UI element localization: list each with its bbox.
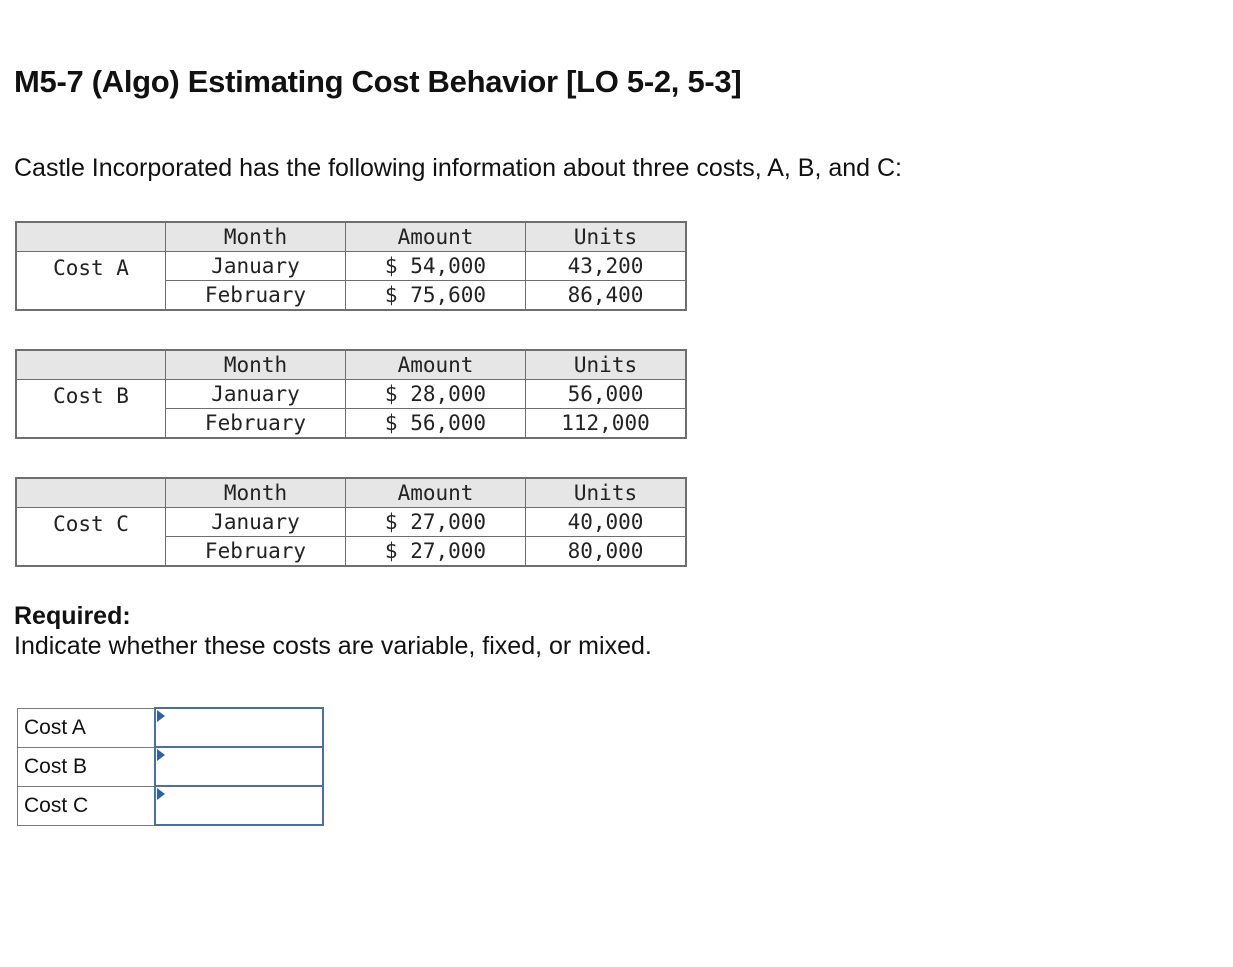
amount-cell: $ 56,000 <box>346 409 526 439</box>
header-month: Month <box>166 222 346 252</box>
month-cell: February <box>166 409 346 439</box>
header-units: Units <box>526 222 687 252</box>
amount-cell: $ 75,600 <box>346 281 526 311</box>
month-cell: January <box>166 252 346 281</box>
table-header-row <box>16 222 686 252</box>
header-amount: Amount <box>346 478 526 508</box>
amount-cell: $ 28,000 <box>346 380 526 409</box>
cost-b-dropdown[interactable] <box>155 747 323 786</box>
answer-label: Cost C <box>18 786 156 825</box>
cost-c-table <box>15 477 687 567</box>
page-title: M5-7 (Algo) Estimating Cost Behavior [LO 5-2, 5-3] <box>14 64 742 99</box>
units-cell: 86,400 <box>526 281 687 311</box>
cost-label: Cost B <box>16 380 166 439</box>
month-cell: February <box>166 537 346 567</box>
answer-row <box>18 786 324 825</box>
units-cell: 43,200 <box>526 252 687 281</box>
table-header-row <box>16 478 686 508</box>
answer-row <box>18 708 324 747</box>
header-amount: Amount <box>346 222 526 252</box>
header-units: Units <box>526 478 687 508</box>
header-units: Units <box>526 350 687 380</box>
dropdown-marker-icon <box>157 710 165 722</box>
dropdown-marker-icon <box>157 788 165 800</box>
table-header-row <box>16 350 686 380</box>
table-row <box>16 252 686 281</box>
table-row <box>16 508 686 537</box>
cost-a-dropdown[interactable] <box>155 708 323 747</box>
header-month: Month <box>166 478 346 508</box>
required-text: Indicate whether these costs are variable, fixed, or mixed. <box>14 632 652 660</box>
cost-label: Cost A <box>16 252 166 311</box>
month-cell: February <box>166 281 346 311</box>
header-blank-cell <box>16 222 166 252</box>
amount-cell: $ 54,000 <box>346 252 526 281</box>
units-cell: 112,000 <box>526 409 687 439</box>
dropdown-marker-icon <box>157 749 165 761</box>
answer-label: Cost B <box>18 747 156 786</box>
amount-cell: $ 27,000 <box>346 508 526 537</box>
header-blank-cell <box>16 478 166 508</box>
month-cell: January <box>166 380 346 409</box>
answer-label: Cost A <box>18 708 156 747</box>
header-amount: Amount <box>346 350 526 380</box>
units-cell: 40,000 <box>526 508 687 537</box>
intro-text: Castle Incorporated has the following information about three costs, A, B, and C: <box>14 154 903 182</box>
answer-row <box>18 747 324 786</box>
cost-b-table <box>15 349 687 439</box>
amount-cell: $ 27,000 <box>346 537 526 567</box>
cost-label: Cost C <box>16 508 166 567</box>
month-cell: January <box>166 508 346 537</box>
required-heading: Required: <box>14 602 131 630</box>
header-month: Month <box>166 350 346 380</box>
cost-c-dropdown[interactable] <box>155 786 323 825</box>
cost-a-table <box>15 221 687 311</box>
units-cell: 80,000 <box>526 537 687 567</box>
header-blank-cell <box>16 350 166 380</box>
answer-table <box>17 707 324 826</box>
units-cell: 56,000 <box>526 380 687 409</box>
table-row <box>16 380 686 409</box>
